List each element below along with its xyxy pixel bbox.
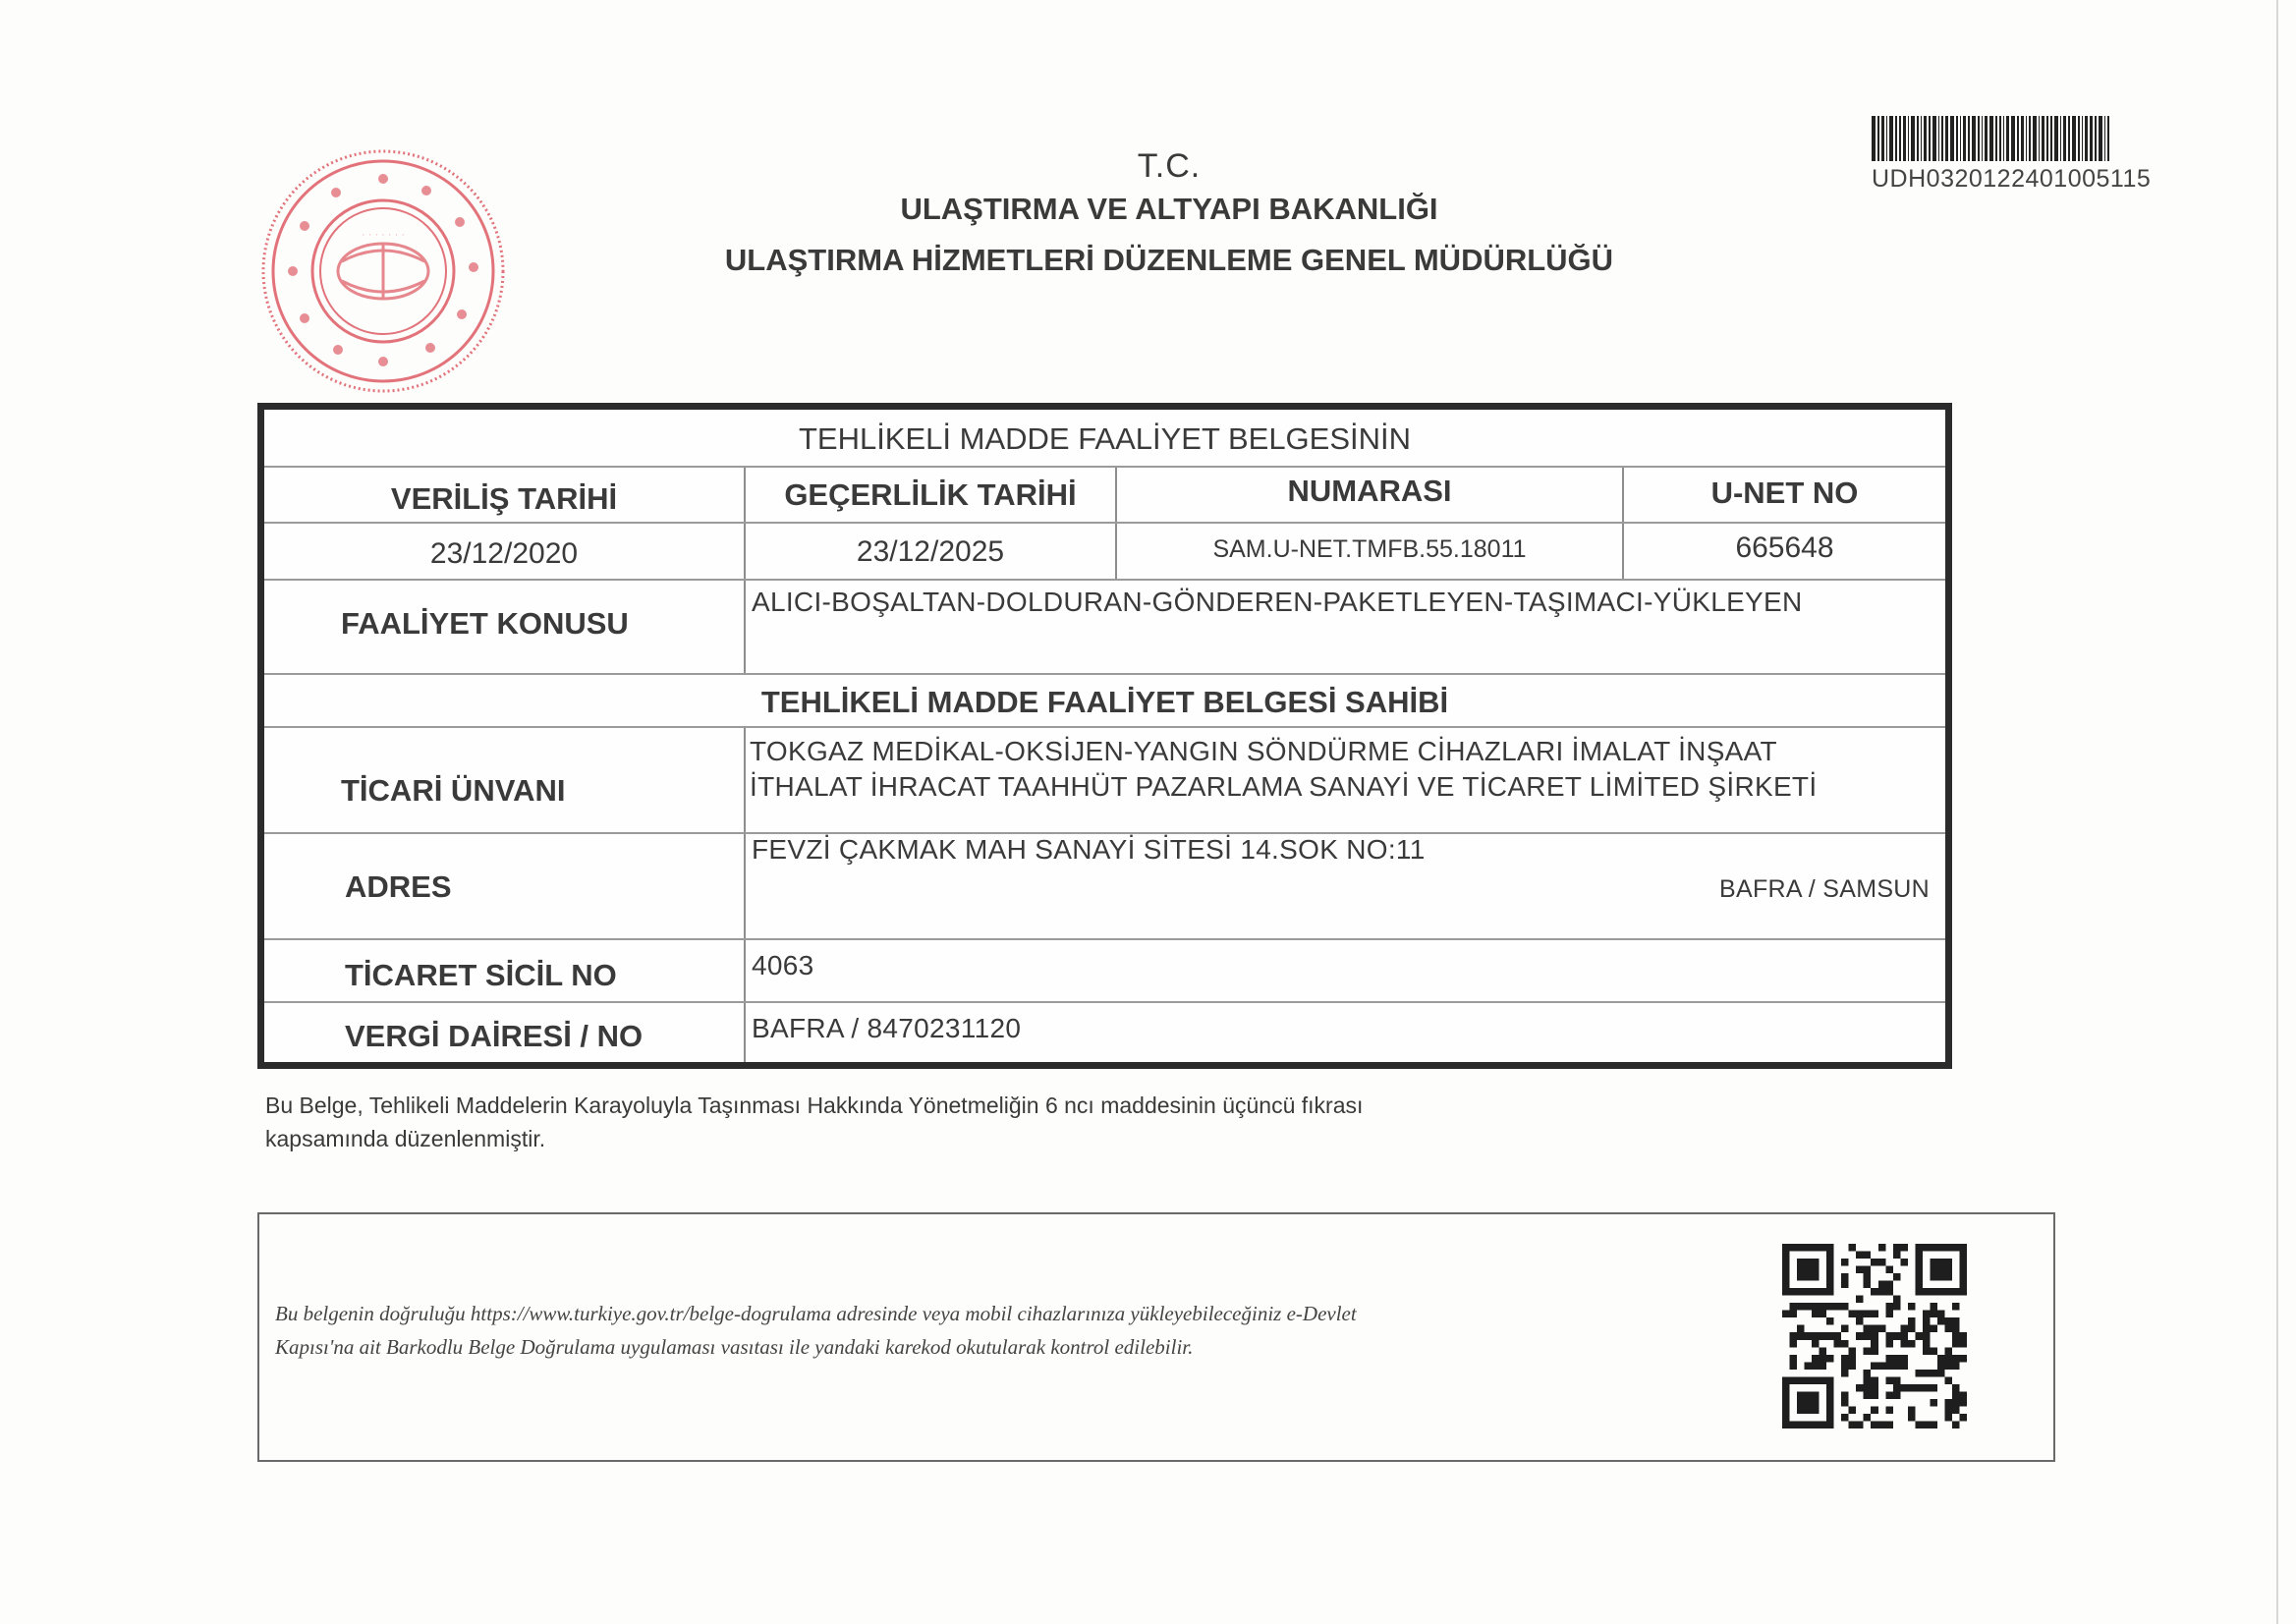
address-label: ADRES: [345, 869, 452, 904]
verification-line1: Bu belgenin doğruluğu https://www.turkiye.gov.tr/belge-dogrulama adresinde veya mobil cihazlarınıza yükleyebileceğiniz e-Devlet: [275, 1302, 1357, 1325]
trade-name-line2: İTHALAT İHRACAT TAAHHÜT PAZARLAMA SANAYİ VE TİCARET LİMİTED ŞİRKETİ: [750, 771, 1818, 802]
header-tc: T.C.: [1137, 147, 1202, 185]
address-row: [264, 834, 1945, 940]
header-directorate: ULAŞTIRMA HİZMETLERİ DÜZENLEME GENEL MÜDÜRLÜĞÜ: [724, 243, 1614, 277]
registry-row: [264, 940, 1945, 1003]
legal-note: [265, 1089, 1641, 1155]
column-issue-date: VERİLİŞ TARİHİ: [390, 481, 618, 516]
certificate-title: TEHLİKELİ MADDE FAALİYET BELGESİNİN: [798, 421, 1412, 456]
column-validity-date: GEÇERLİLİK TARİHİ: [784, 477, 1077, 512]
page-edge-line: [2276, 0, 2278, 1624]
qr-code-icon[interactable]: [1782, 1244, 1967, 1428]
barcode-icon: [1872, 116, 2220, 161]
owner-title: TEHLİKELİ MADDE FAALİYET BELGESİ SAHİBİ: [760, 685, 1449, 719]
unet-no-value: 665648: [1735, 532, 1834, 564]
legal-note-line2: kapsamında düzenlenmiştir.: [265, 1126, 546, 1151]
certificate-header-row: [264, 468, 1945, 524]
certificate-title-row: [264, 410, 1945, 468]
activity-label: FAALİYET KONUSU: [341, 606, 629, 641]
legal-note-line1: Bu Belge, Tehlikeli Maddelerin Karayoluyla Taşınması Hakkında Yönetmeliğin 6 ncı maddesinin üçüncü fıkrası: [265, 1092, 1364, 1118]
validity-date-value: 23/12/2025: [856, 535, 1005, 568]
certificate-number-value: SAM.U-NET.TMFB.55.18011: [1212, 535, 1527, 563]
address-line: FEVZİ ÇAKMAK MAH SANAYİ SİTESİ 14.SOK NO:11: [752, 834, 1426, 865]
verification-text: [275, 1297, 1700, 1364]
svg-text:· · · · · · ·: · · · · · · ·: [362, 229, 405, 241]
barcode-number: UDH0320122401005115: [1872, 165, 2152, 193]
trade-name-line1: TOKGAZ MEDİKAL-OKSİJEN-YANGIN SÖNDÜRME CİHAZLARI İMALAT İNŞAAT: [750, 736, 1777, 766]
verification-line2: Kapısı'na ait Barkodlu Belge Doğrulama uygulaması vasıtası ile yandaki karekod okutularak kontrol edilebilir.: [275, 1335, 1194, 1359]
barcode-block: [1872, 116, 2225, 194]
issue-date-value: 23/12/2020: [429, 537, 579, 570]
certificate-values-row: [264, 524, 1945, 581]
tax-label: VERGİ DAİRESİ / NO: [345, 1019, 644, 1053]
tax-value: BAFRA / 8470231120: [752, 1013, 1022, 1043]
column-unet-no: U-NET NO: [1710, 476, 1859, 510]
registry-value: 4063: [752, 950, 814, 980]
document-header: [589, 147, 1749, 278]
column-number: NUMARASI: [1287, 474, 1452, 508]
header-ministry: ULAŞTIRMA VE ALTYAPI BAKANLIĞI: [900, 192, 1438, 226]
activity-row: [264, 581, 1945, 675]
activity-value: ALICI-BOŞALTAN-DOLDURAN-GÖNDEREN-PAKETLEYEN-TAŞIMACI-YÜKLEYEN: [752, 587, 1803, 617]
certificate-table: [257, 403, 1952, 1069]
trade-name-row: [264, 728, 1945, 834]
verification-box: [257, 1212, 2055, 1462]
trade-name-label: TİCARİ ÜNVANI: [341, 773, 566, 808]
registry-label: TİCARET SİCİL NO: [345, 958, 617, 992]
tax-row: [264, 1003, 1945, 1062]
ministry-seal-icon: [257, 145, 509, 397]
address-city: BAFRA / SAMSUN: [1719, 875, 1930, 903]
owner-title-row: [264, 675, 1945, 728]
